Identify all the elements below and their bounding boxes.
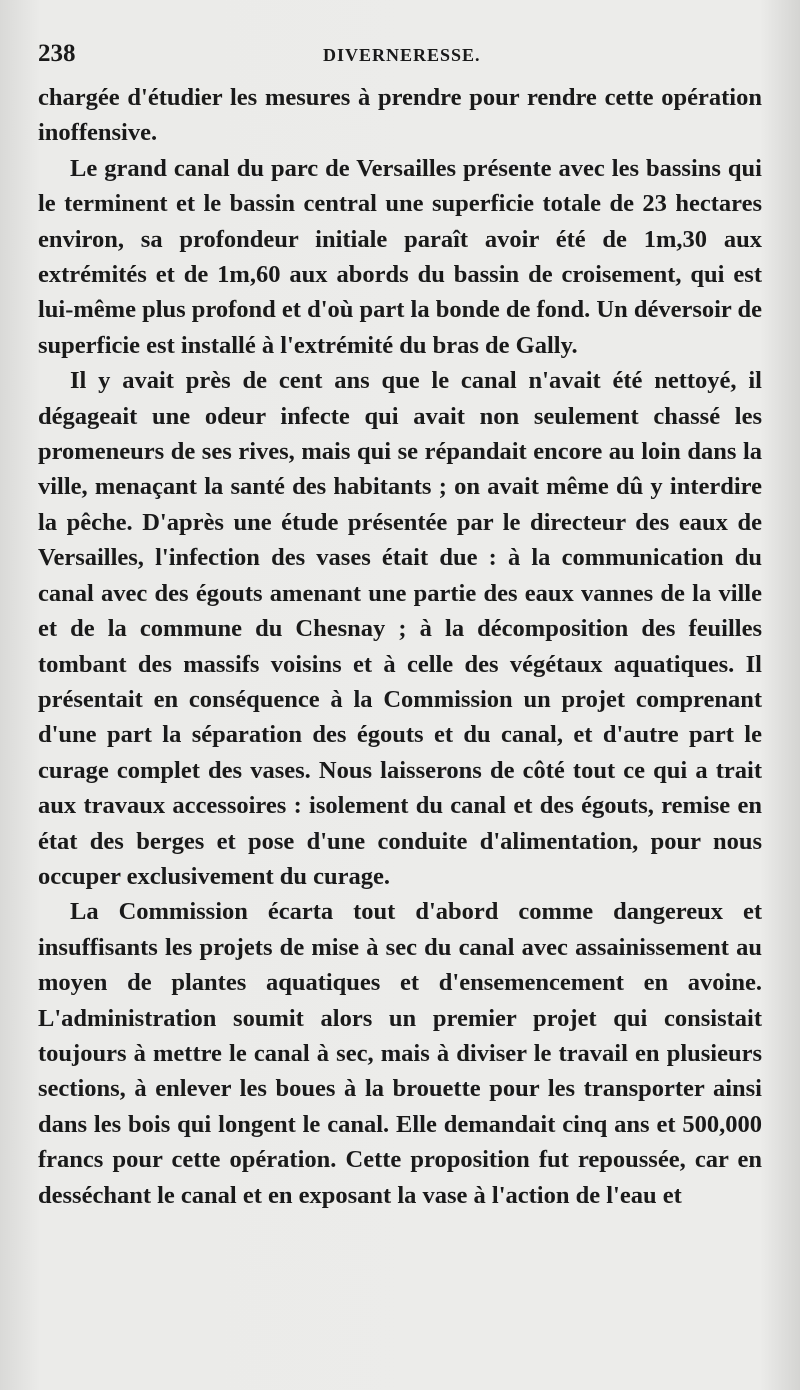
paragraph-3: Il y avait près de cent ans que le canal n'avait été nettoyé, il dégageait une odeur infecte qui avait non seulement chassé les promeneurs de ses rives, mais qui se répandait encore au loin dans la ville, menaçant la santé des habitants ; on avait même dû y interdire la pêche. D'après une étude présentée par le directeur des eaux de Versailles, l'infection des vases était due : à la communication du canal avec des égouts amenant une partie des eaux vannes de la ville et de la commune du Chesnay ; à la décomposition des feuilles tombant des massifs voisins et à celle des végétaux aquatiques. Il présentait en conséquence à la Commission un projet comprenant d'une part la séparation des égouts et du canal, et d'autre part le curage complet des vases. Nous laisserons de côté tout ce qui a trait aux travaux accessoires : isolement du canal et des égouts, remise en état des berges et pose d'une conduite d'alimentation, pour nous occuper exclusivement du curage. — [38, 367, 762, 890]
paragraph-2: Le grand canal du parc de Versailles présente avec les bassins qui le terminent et le bassin central une superficie totale de 23 hectares environ, sa profondeur initiale paraît avoir été de 1m,30 aux extrémités et de 1m,60 aux abords du bassin de croisement, qui est lui-même plus profond et d'où part la bonde de fond. Un déversoir de superficie est installé à l'extrémité du bras de Gally. — [38, 154, 762, 359]
body-text — [38, 80, 762, 1213]
page-header — [38, 40, 762, 76]
running-head: DIVERNERESSE. — [323, 45, 481, 65]
paragraph-1: chargée d'étudier les mesures à prendre pour rendre cette opération inoffensive. — [38, 84, 762, 147]
paragraph-4: La Commission écarta tout d'abord comme dangereux et insuffisants les projets de mise à sec du canal avec assainissement au moyen de plantes aquatiques et d'ensemencement en avoine. L'administration soumit alors un premier projet qui consistait toujours à mettre le canal à sec, mais à diviser le travail en plusieurs sections, à enlever les boues à la brouette pour les transporter ainsi dans les bois qui longent le canal. Elle demandait cinq ans et 500,000 francs pour cette opération. Cette proposition fut repoussée, car en desséchant le canal et en exposant la vase à l'action de l'eau et — [38, 898, 762, 1209]
page-number: 238 — [38, 40, 76, 67]
